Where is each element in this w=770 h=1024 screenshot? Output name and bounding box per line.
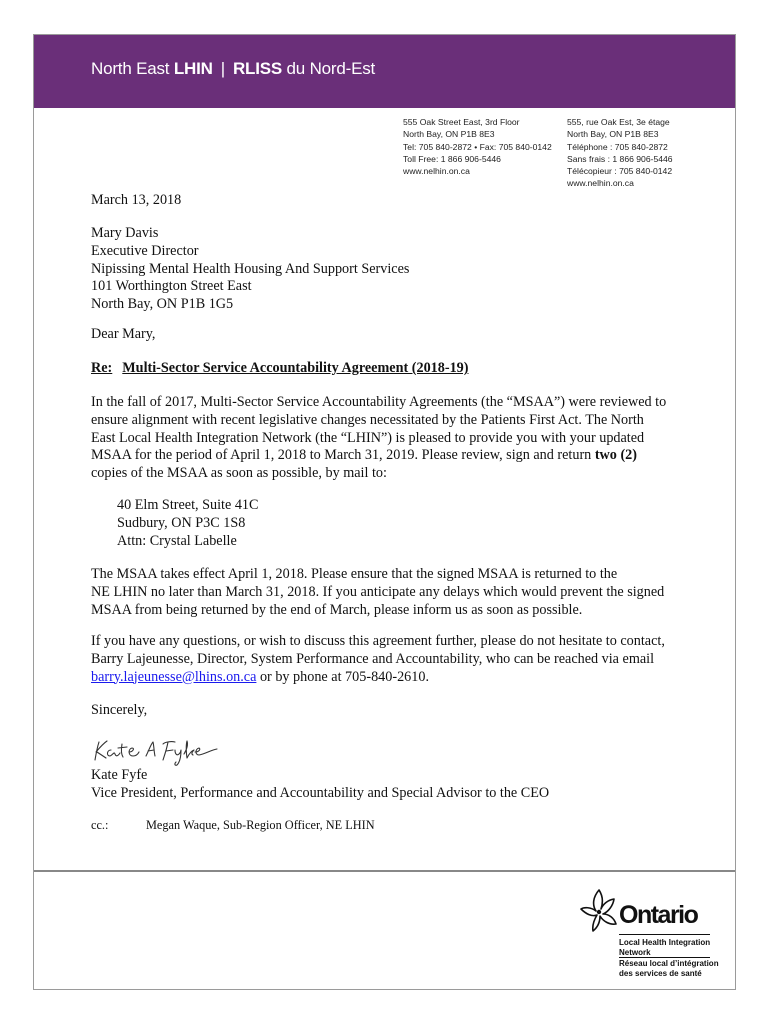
cc-line <box>91 818 375 833</box>
ontario-wordmark: Ontario <box>619 901 698 929</box>
signer-block <box>91 767 549 803</box>
logo-rule-top <box>619 934 710 935</box>
banner-title <box>91 59 375 79</box>
recipient-block <box>91 225 409 314</box>
subject-text: Multi-Sector Service Accountability Agreement (2018-19) <box>122 360 469 376</box>
logo-subtitle-line: Local Health Integration <box>619 938 711 947</box>
paragraph-line <box>91 447 691 465</box>
banner-name-en: North East <box>91 59 170 78</box>
address-en-line: 555 Oak Street East, 3rd Floor <box>403 117 520 127</box>
address-french <box>567 116 673 190</box>
signer-title: Vice President, Performance and Accountability and Special Advisor to the CEO <box>91 784 550 801</box>
handwritten-signature <box>91 732 221 768</box>
paragraph-text: or by phone at 705-840-2610. <box>256 668 429 685</box>
address-en-line: North Bay, ON P1B 8E3 <box>403 129 495 140</box>
mailing-city: Sudbury, ON P3C 1S8 <box>117 514 246 531</box>
subject-line <box>91 360 468 378</box>
recipient-organization: Nipissing Mental Health Housing And Support Services <box>91 260 410 277</box>
paragraph-line: East Local Health Integration Network (the “LHIN”) is pleased to provide you with your updated <box>91 429 645 446</box>
paragraph-intro <box>91 394 691 483</box>
recipient-name: Mary Davis <box>91 225 159 241</box>
address-fr-website: www.nelhin.on.ca <box>567 178 634 189</box>
address-fr-line: Télécopieur : 705 840-0142 <box>567 166 673 177</box>
email-link[interactable]: barry.lajeunesse@lhins.on.ca <box>91 668 257 685</box>
banner-name-fr: du Nord-Est <box>286 59 376 78</box>
trillium-icon <box>579 887 619 935</box>
logo-subtitle-line: des services de santé <box>619 968 702 978</box>
address-fr-line: North Bay, ON P1B 8E3 <box>567 129 659 140</box>
recipient-city: North Bay, ON P1B 1G5 <box>91 296 234 313</box>
logo-subtitle-line: Network <box>619 947 651 957</box>
address-fr-line: Téléphone : 705 840-2872 <box>567 141 668 152</box>
banner-lhin: LHIN <box>173 59 213 78</box>
mailing-attention: Attn: Crystal Labelle <box>117 532 237 549</box>
banner-separator: | <box>220 59 225 78</box>
subject-label: Re: <box>91 360 113 376</box>
logo-subtitle-line: Réseau local d’intégration <box>619 959 719 968</box>
banner-rliss: RLISS <box>232 59 282 78</box>
paragraph-line <box>91 669 665 687</box>
mailing-address <box>117 497 258 550</box>
recipient-street: 101 Worthington Street East <box>91 278 252 295</box>
paragraph-line: NE LHIN no later than March 31, 2018. If you anticipate any delays which would prevent the signed <box>91 583 665 600</box>
paragraph-line: The MSAA takes effect April 1, 2018. Please ensure that the signed MSAA is returned to the <box>91 566 618 582</box>
paragraph-deadline <box>91 566 664 619</box>
paragraph-line: Barry Lajeunesse, Director, System Performance and Accountability, who can be reached via email <box>91 650 655 667</box>
salutation: Dear Mary, <box>91 326 156 342</box>
paragraph-text: MSAA for the period of April 1, 2018 to March 31, 2019. Please review, sign and return <box>91 447 595 464</box>
paragraph-line: copies of the MSAA as soon as possible, by mail to: <box>91 465 387 482</box>
address-english <box>403 116 552 177</box>
paragraph-line: MSAA from being returned by the end of March, please inform us as soon as possible. <box>91 601 583 618</box>
logo-rule-middle <box>619 957 710 958</box>
letter-page <box>33 34 736 990</box>
logo-subtitle-english <box>619 938 710 957</box>
paragraph-contact <box>91 633 665 686</box>
address-en-website: www.nelhin.on.ca <box>403 166 470 177</box>
address-en-line: Tel: 705 840-2872 • Fax: 705 840-0142 <box>403 141 552 152</box>
mailing-street: 40 Elm Street, Suite 41C <box>117 497 259 513</box>
paragraph-line: If you have any questions, or wish to discuss this agreement further, please do not hesitate to contact, <box>91 633 665 649</box>
address-fr-line: 555, rue Oak Est, 3e étage <box>567 117 670 127</box>
cc-label: cc.: <box>91 818 109 832</box>
footer-divider <box>34 870 735 872</box>
paragraph-line: In the fall of 2017, Multi-Sector Service Accountability Agreements (the “MSAA”) were reviewed to <box>91 394 667 410</box>
address-fr-line: Sans frais : 1 866 906-5446 <box>567 153 673 164</box>
address-en-line: Toll Free: 1 866 906-5446 <box>403 153 501 164</box>
closing: Sincerely, <box>91 702 148 718</box>
copies-count: two (2) <box>594 447 637 464</box>
logo-subtitle-french <box>619 959 719 978</box>
cc-recipient: Megan Waque, Sub-Region Officer, NE LHIN <box>146 818 375 832</box>
header-banner <box>34 35 735 108</box>
signer-name: Kate Fyfe <box>91 767 148 783</box>
letter-date: March 13, 2018 <box>91 192 182 208</box>
ontario-lhin-logo <box>579 887 729 987</box>
paragraph-line: ensure alignment with recent legislative changes necessitated by the Patients First Act. The North <box>91 411 644 428</box>
recipient-title: Executive Director <box>91 242 199 259</box>
